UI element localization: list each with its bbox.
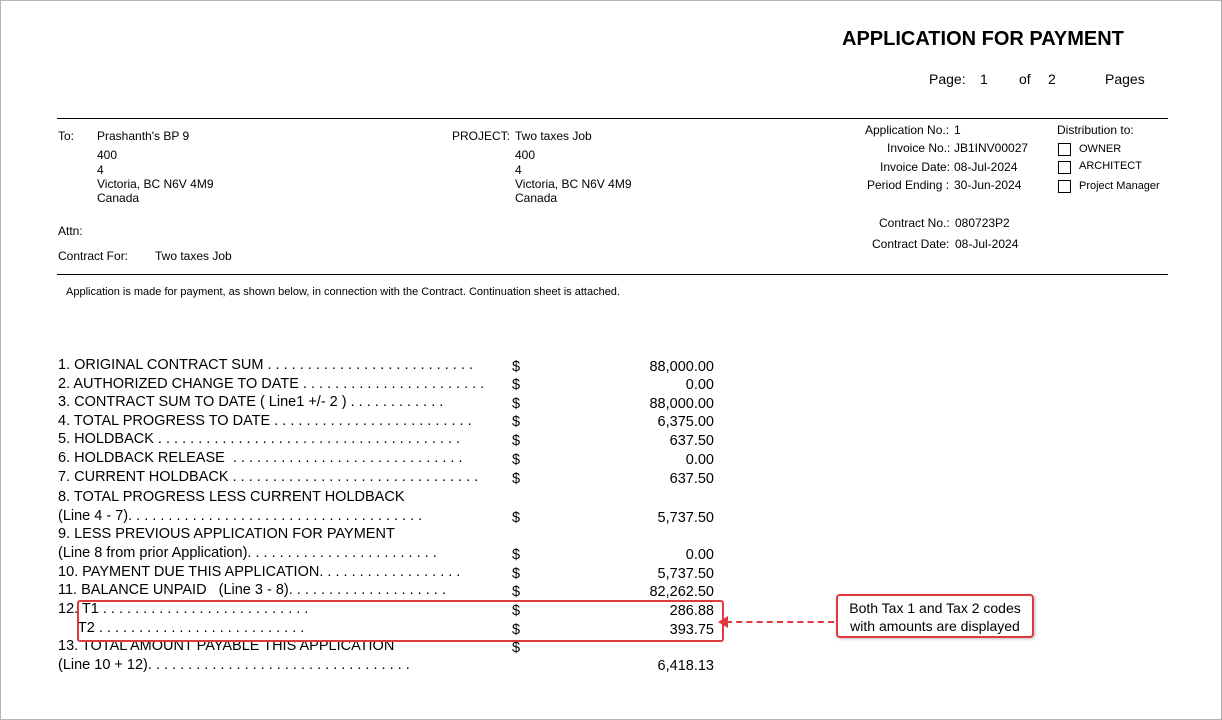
currency-symbol: $ — [512, 622, 521, 638]
callout-line2: with amounts are displayed — [850, 618, 1020, 634]
line-item-text: 11. BALANCE UNPAID (Line 3 - 8). . . . . . . . . . . . . . . . . . . . — [58, 582, 446, 598]
line-item-text: 3. CONTRACT SUM TO DATE ( Line1 +/- 2 ) . . . . . . . . . . . . — [58, 394, 444, 410]
line-item-amount: 0.00 — [685, 452, 714, 468]
line-item-amount: 286.88 — [669, 603, 714, 619]
line-item-amount: 637.50 — [669, 433, 714, 449]
contract-no-label: Contract No.: — [879, 216, 950, 230]
page-current: 1 — [980, 71, 988, 87]
line-item-amount: 5,737.50 — [657, 566, 714, 582]
attn-label: Attn: — [58, 224, 83, 238]
line-item-amount: 6,375.00 — [657, 414, 714, 430]
line-item-amount: 5,737.50 — [657, 510, 714, 526]
currency-symbol: $ — [512, 640, 521, 656]
invoice-date-value: 08-Jul-2024 — [954, 160, 1018, 174]
line-item-text: 2. AUTHORIZED CHANGE TO DATE . . . . . . . . . . . . . . . . . . . . . . . — [58, 376, 485, 392]
header-top-rule — [57, 118, 1168, 119]
period-ending-value: 30-Jun-2024 — [954, 178, 1022, 192]
line-item-text: 10. PAYMENT DUE THIS APPLICATION. . . . . . . . . . . . . . . . . . — [58, 564, 461, 580]
tax-lines-highlight — [77, 600, 724, 642]
page-label: Page: — [929, 71, 966, 87]
currency-symbol: $ — [512, 566, 521, 582]
line-item-text: 5. HOLDBACK . . . . . . . . . . . . . . . . . . . . . . . . . . . . . . . . . . . . . . — [58, 431, 461, 447]
currency-symbol: $ — [512, 433, 521, 449]
currency-symbol: $ — [512, 547, 521, 563]
line-item-text: (Line 4 - 7). . . . . . . . . . . . . . . . . . . . . . . . . . . . . . . . . . . . . — [58, 508, 423, 524]
line-item-text: 1. ORIGINAL CONTRACT SUM . . . . . . . . . . . . . . . . . . . . . . . . . . — [58, 357, 473, 373]
currency-symbol: $ — [512, 584, 521, 600]
line-item-amount: 6,418.13 — [657, 658, 714, 674]
contract-for-label: Contract For: — [58, 249, 129, 263]
owner-checkbox[interactable] — [1058, 143, 1071, 156]
currency-symbol: $ — [512, 471, 521, 487]
line-item-text: 9. LESS PREVIOUS APPLICATION FOR PAYMENT — [58, 526, 395, 542]
currency-symbol: $ — [512, 359, 521, 375]
to-address-line1: 400 — [97, 148, 118, 162]
line-item-text: 12. T1 . . . . . . . . . . . . . . . . . . . . . . . . . . — [58, 601, 309, 617]
currency-symbol: $ — [512, 377, 521, 393]
line-item-amount: 0.00 — [685, 377, 714, 393]
project-manager-checkbox[interactable] — [1058, 180, 1071, 193]
application-no-value: 1 — [954, 123, 961, 137]
currency-symbol: $ — [512, 603, 521, 619]
to-city: Victoria, BC N6V 4M9 — [97, 177, 214, 191]
annotation-callout — [836, 594, 1034, 638]
line-item-text: 7. CURRENT HOLDBACK . . . . . . . . . . . . . . . . . . . . . . . . . . . . . . . — [58, 469, 479, 485]
project-manager-label: Project Manager — [1079, 180, 1160, 192]
invoice-no-label: Invoice No.: — [887, 141, 951, 155]
architect-label: ARCHITECT — [1079, 160, 1142, 172]
document-title: APPLICATION FOR PAYMENT — [842, 28, 1124, 50]
line-item-amount: 88,000.00 — [649, 396, 714, 412]
pages-label: Pages — [1105, 71, 1145, 87]
distribution-label: Distribution to: — [1057, 123, 1134, 137]
annotation-arrow-line — [726, 621, 834, 623]
application-no-label: Application No.: — [865, 123, 950, 137]
project-city: Victoria, BC N6V 4M9 — [515, 177, 632, 191]
to-label: To: — [58, 129, 75, 143]
currency-symbol: $ — [512, 396, 521, 412]
line-item-amount: 88,000.00 — [649, 359, 714, 375]
project-label: PROJECT: — [452, 129, 511, 143]
contract-no-value: 080723P2 — [955, 216, 1010, 230]
owner-label: OWNER — [1079, 143, 1122, 155]
page-total: 2 — [1048, 71, 1056, 87]
currency-symbol: $ — [512, 510, 521, 526]
project-address-line1: 400 — [515, 148, 536, 162]
currency-symbol: $ — [512, 414, 521, 430]
contract-date-label: Contract Date: — [872, 237, 950, 251]
contract-date-value: 08-Jul-2024 — [955, 237, 1019, 251]
line-item-text: (Line 8 from prior Application). . . . . . . . . . . . . . . . . . . . . . . . — [58, 545, 437, 561]
line-item-text: 4. TOTAL PROGRESS TO DATE . . . . . . . . . . . . . . . . . . . . . . . . . — [58, 413, 472, 429]
line-item-text: 6. HOLDBACK RELEASE . . . . . . . . . . . . . . . . . . . . . . . . . . . . . — [58, 450, 463, 466]
period-ending-label: Period Ending : — [867, 178, 950, 192]
line-item-text: (Line 10 + 12). . . . . . . . . . . . . . . . . . . . . . . . . . . . . . . . . — [58, 657, 410, 673]
architect-checkbox[interactable] — [1058, 161, 1071, 174]
line-item-text: T2 . . . . . . . . . . . . . . . . . . . . . . . . . . — [58, 620, 305, 636]
line-item-text: 8. TOTAL PROGRESS LESS CURRENT HOLDBACK — [58, 489, 405, 505]
project-country: Canada — [515, 191, 558, 205]
invoice-date-label: Invoice Date: — [880, 160, 951, 174]
to-name: Prashanth's BP 9 — [97, 129, 190, 143]
project-name: Two taxes Job — [515, 129, 592, 143]
line-item-amount: 637.50 — [669, 471, 714, 487]
invoice-no-value: JB1INV00027 — [954, 141, 1029, 155]
project-address-line2: 4 — [515, 163, 522, 177]
currency-symbol: $ — [512, 452, 521, 468]
to-country: Canada — [97, 191, 140, 205]
line-item-text: 13. TOTAL AMOUNT PAYABLE THIS APPLICATION — [58, 638, 395, 654]
line-item-amount: 393.75 — [669, 622, 714, 638]
line-item-amount: 82,262.50 — [649, 584, 714, 600]
header-bottom-rule — [57, 274, 1168, 275]
page-of-label: of — [1019, 71, 1031, 87]
to-address-line2: 4 — [97, 163, 104, 177]
annotation-arrow-icon — [718, 616, 728, 628]
application-statement: Application is made for payment, as shown below, in connection with the Contract. Continuation sheet is attached. — [66, 286, 620, 298]
contract-for-value: Two taxes Job — [155, 249, 232, 263]
callout-line1: Both Tax 1 and Tax 2 codes — [849, 600, 1021, 616]
line-item-amount: 0.00 — [685, 547, 714, 563]
